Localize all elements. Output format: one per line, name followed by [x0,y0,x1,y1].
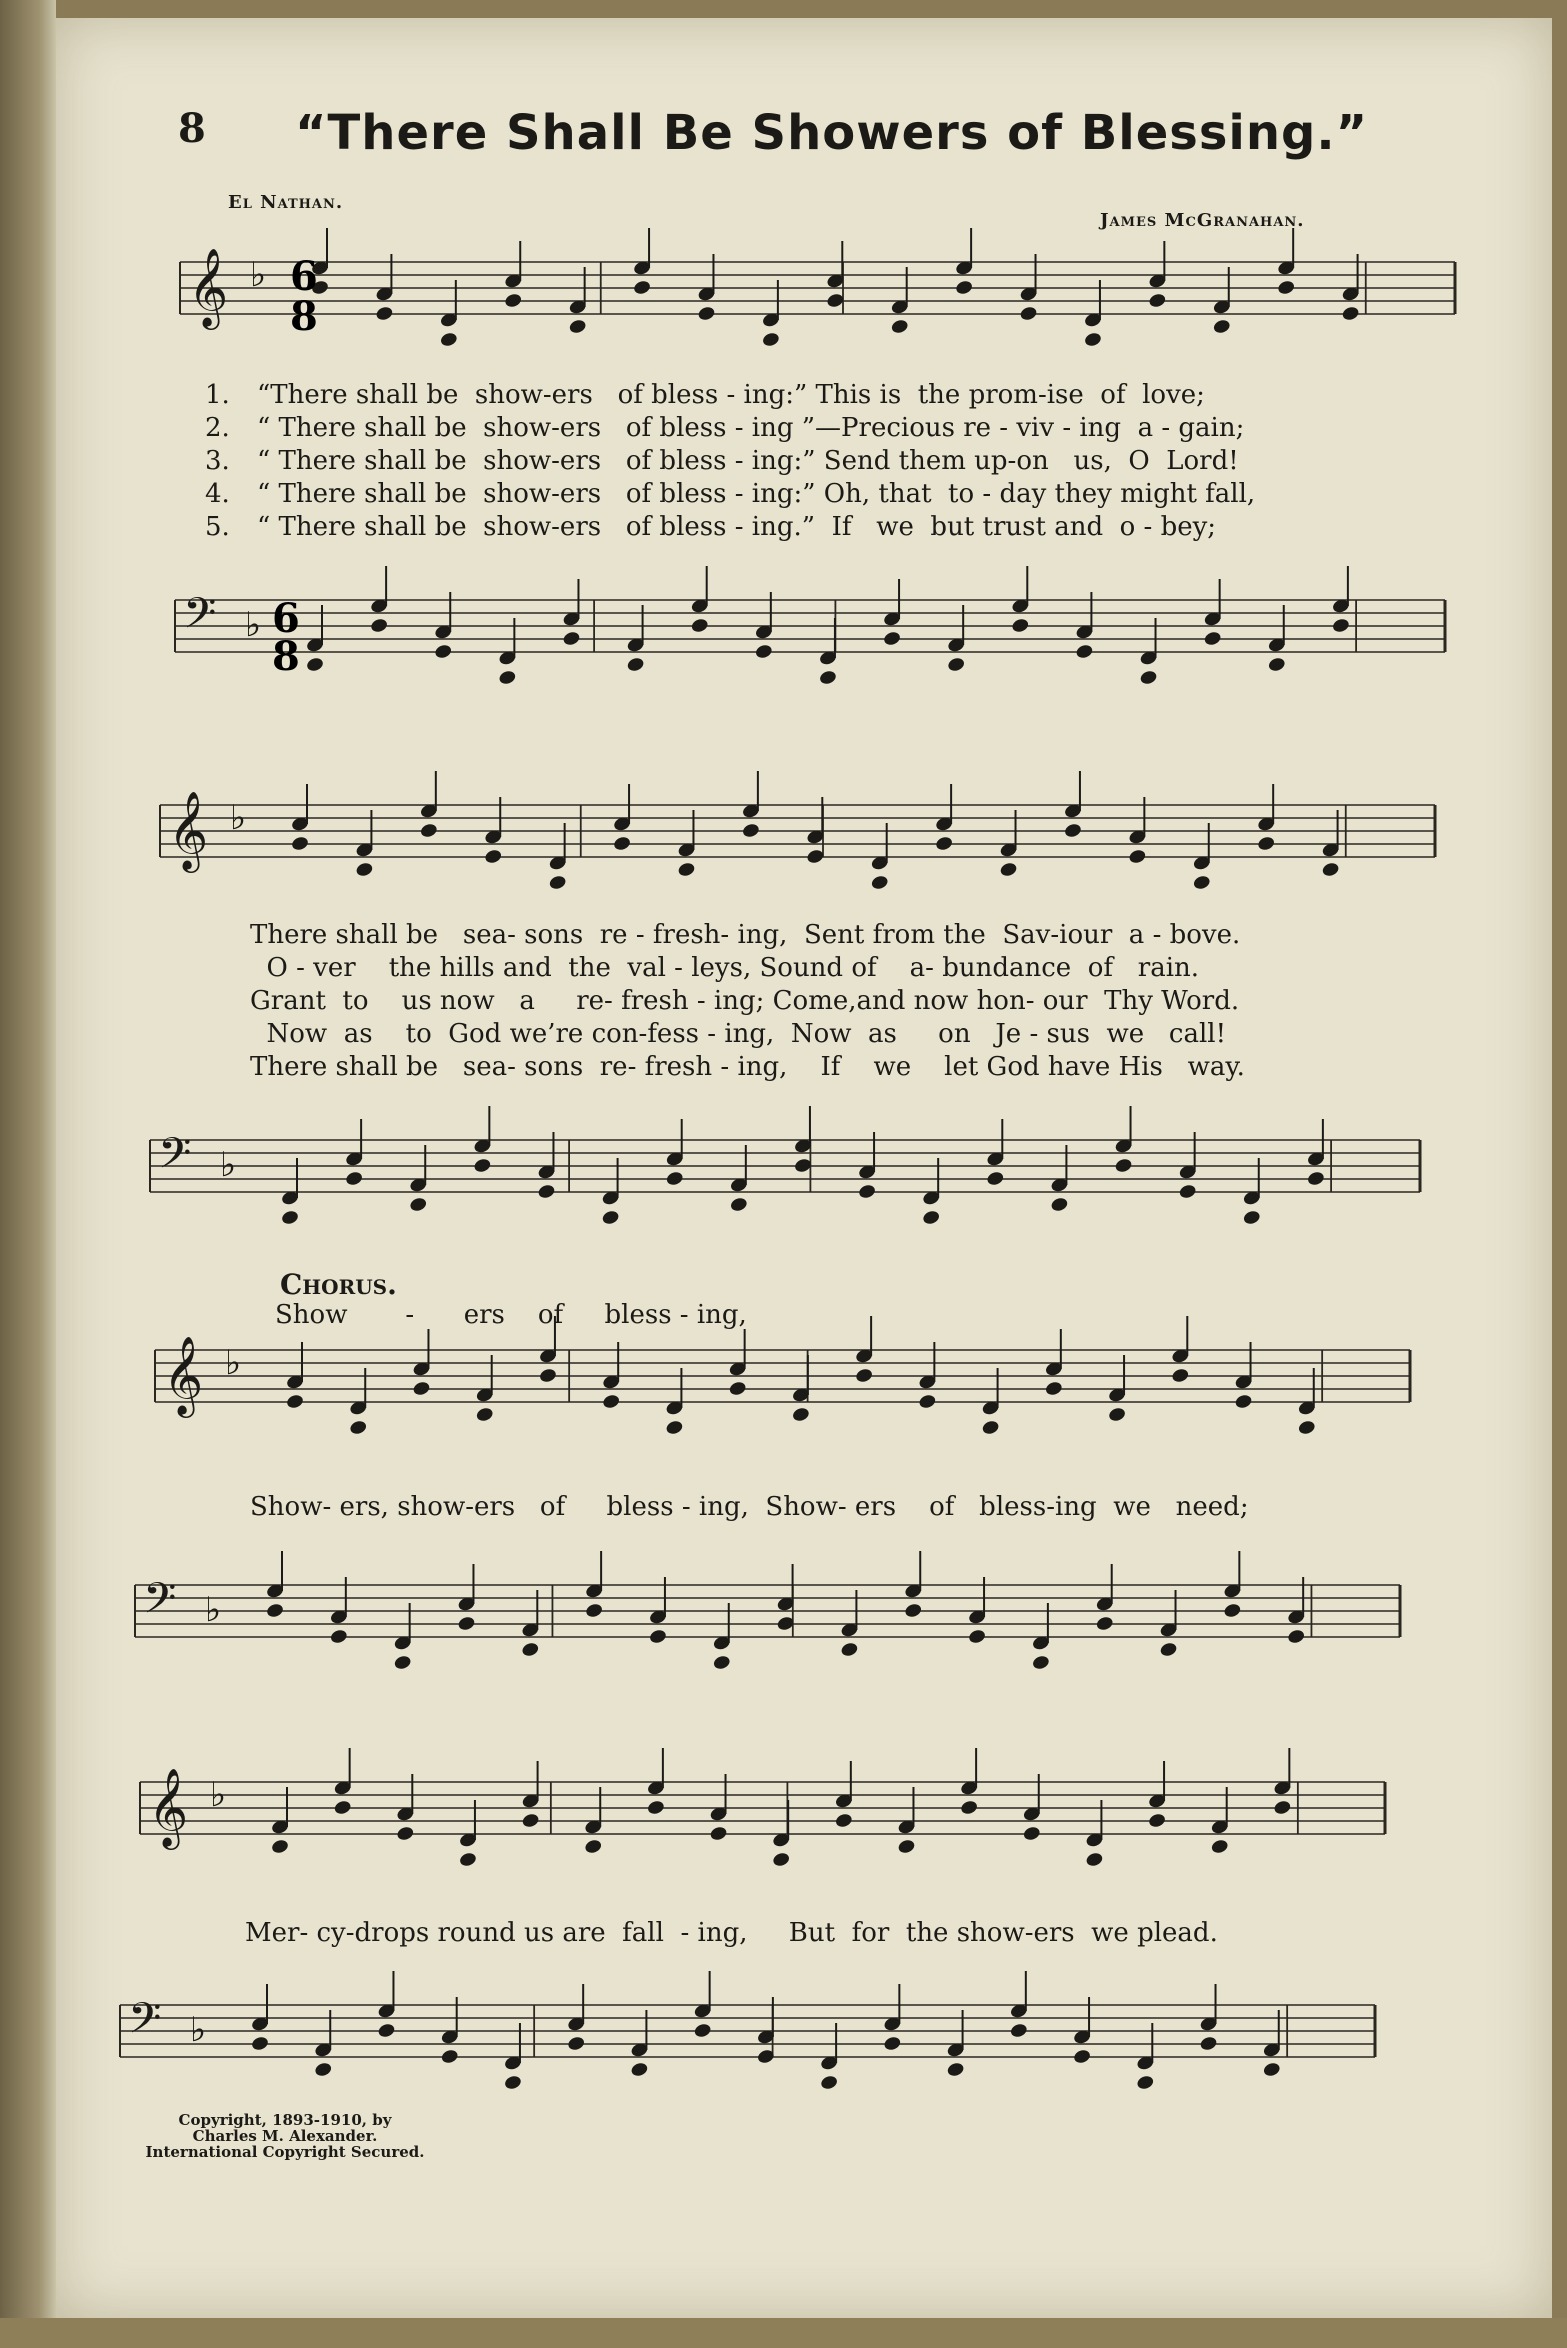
note-head [947,656,966,673]
note-head [1234,1393,1253,1410]
note-head [1063,822,1082,839]
note-head [818,669,837,686]
note-head [1223,1602,1242,1619]
note-head [1147,1812,1166,1829]
note-head [1212,318,1231,335]
copyright-notice [140,2112,430,2160]
note-head [772,1851,791,1868]
note-head [1050,1196,1069,1213]
note-head [355,861,374,878]
note-head [904,1602,923,1619]
treble-clef-icon: 𝄞 [188,248,229,327]
note-head [630,2061,649,2078]
note-head [434,643,453,660]
bass-clef-icon: 𝄢 [158,1129,192,1189]
flat-icon: ♭ [210,1775,227,1815]
verse-number: 3. [205,446,230,476]
verse-number: 1. [205,380,230,410]
bass-clef-icon: 𝄢 [143,1574,177,1634]
note-head [314,2061,333,2078]
note-head [882,630,901,647]
note-head [999,861,1018,878]
time-signature-bottom-treble: 8 [290,293,318,340]
verse-lyric: O - ver the hills and the val - leys, Sound of a- bundance of rain. [250,953,1200,983]
note-head [754,643,773,660]
note-head [440,2048,459,2065]
note-head [665,1419,684,1436]
flat-icon: ♭ [245,605,262,645]
note-head [265,1602,284,1619]
clef-symbols [128,248,266,2054]
flat-icon: ♭ [190,2010,207,2050]
note-head [1203,630,1222,647]
note-head [280,1209,299,1226]
note-head [285,1393,304,1410]
note-head [457,1615,476,1632]
note-head [475,1406,494,1423]
note-head [538,1367,557,1384]
note-head [1297,1419,1316,1436]
note-head [870,874,889,891]
verse-number: 4. [205,479,230,509]
note-head [1192,874,1211,891]
note-head [250,2035,269,2052]
copyright-line: International Copyright Secured. [145,2143,425,2161]
note-head [473,1157,492,1174]
verse-lyric: There shall be sea- sons re - fresh- ing, Sent from the Sav-iour a - bove. [250,920,1241,950]
note-head [890,318,909,335]
note-head [712,1654,731,1671]
note-head [1114,1157,1133,1174]
note-head [1107,1406,1126,1423]
note-head [537,1183,556,1200]
note-head [857,1183,876,1200]
note-head [648,1628,667,1645]
chorus-lyric-line-2: Mer- cy-drops round us are fall - ing, But for the show-ers we plead. [245,1918,1218,1948]
note-head [412,1380,431,1397]
note-head [601,1209,620,1226]
note-head [584,1838,603,1855]
note-head [967,1628,986,1645]
verse-lyric: Grant to us now a re- fresh - ing; Come,and now hon- our Thy Word. [250,986,1240,1016]
verse-lyric: “There shall be show-ers of bless - ing:” This is the prom-ise of love; [257,380,1205,410]
note-head [1031,1654,1050,1671]
note-head [697,305,716,322]
note-head [1083,331,1102,348]
note-head [393,1654,412,1671]
flat-icon: ♭ [220,1145,237,1185]
chorus-label: Chorus. [280,1268,397,1301]
note-head [665,1170,684,1187]
time-signature-top-treble: 6 [290,253,318,300]
note-head [1159,1641,1178,1658]
copyright-line: Charles M. Alexander. [192,2127,378,2145]
note-head [305,656,324,673]
note-head [548,874,567,891]
page-number: 8 [178,105,206,152]
note-head [855,1367,874,1384]
note-head [729,1196,748,1213]
verse-lyric: “ There shall be show-ers of bless - ing:” Send them up-on us, O Lord! [257,446,1239,476]
note-head [693,2022,712,2039]
note-head [270,1838,289,1855]
note-head [1341,305,1360,322]
note-head [585,1602,604,1619]
flat-icon: ♭ [225,1343,242,1383]
note-head [1242,1209,1261,1226]
note-head [1095,1615,1114,1632]
note-head [646,1799,665,1816]
note-head [626,656,645,673]
note-head [1321,861,1340,878]
note-head [349,1419,368,1436]
note-head [918,1393,937,1410]
verse-lyric: “ There shall be show-ers of bless - ing ”—Precious re - viv - ing a - gain; [257,413,1245,443]
verse-lyric: “ There shall be show-ers of bless - ing:” Oh, that to - day they might fall, [257,479,1256,509]
note-head [1009,2022,1028,2039]
note-head [826,292,845,309]
lyricist-credit: El Nathan. [228,192,344,213]
note-head [1262,2061,1281,2078]
note-head [521,1812,540,1829]
note-head [1148,292,1167,309]
note-head [419,822,438,839]
note-head [521,1641,540,1658]
note-head [1136,2074,1155,2091]
note-head [612,835,631,852]
verse-number: 5. [205,512,230,542]
note-head [1019,305,1038,322]
note-head [1277,279,1296,296]
note-head [791,1406,810,1423]
time-signature-top-bass: 6 [272,595,300,642]
note-head [946,2061,965,2078]
note-head [960,1799,979,1816]
note-head [1085,1851,1104,1868]
note-head [1072,2048,1091,2065]
note-head [567,2035,586,2052]
note-head [439,331,458,348]
note-head [503,2074,522,2091]
note-head [820,2074,839,2091]
note-head [1267,656,1286,673]
note-head [840,1641,859,1658]
chorus-upper-lyric: Show - ers of bless - ing, [275,1300,747,1330]
note-head [935,835,954,852]
note-head [562,630,581,647]
note-head [375,305,394,322]
note-head [677,861,696,878]
note-head [955,279,974,296]
flat-icon: ♭ [230,798,247,838]
time-signature-bottom-bass: 8 [272,633,300,680]
note-head [806,848,825,865]
note-head [741,822,760,839]
composer-credit: James McGranahan. [1100,210,1305,231]
note-head [761,331,780,348]
note-head [1273,1799,1292,1816]
note-head [1044,1380,1063,1397]
note-head [484,848,503,865]
note-head [728,1380,747,1397]
bass-clef-icon: 𝄢 [128,1994,162,2054]
flat-icon: ♭ [250,255,267,295]
verse-number: 2. [205,413,230,443]
treble-clef-icon: 𝄞 [168,791,209,870]
note-head [1178,1183,1197,1200]
verse-lyric: Now as to God we’re con-fess - ing, Now as on Je - sus we call! [250,1019,1227,1049]
note-head [370,617,389,634]
note-head [498,669,517,686]
note-head [409,1196,428,1213]
note-head [1139,669,1158,686]
flat-icon: ♭ [205,1590,222,1630]
note-head [897,1838,916,1855]
note-head [377,2022,396,2039]
note-head [568,318,587,335]
note-head [396,1825,415,1842]
note-head [504,292,523,309]
note-head [1306,1170,1325,1187]
treble-clef-icon: 𝄞 [148,1768,189,1847]
copyright-line: Copyright, 1893-1910, by [178,2111,392,2129]
note-head [709,1825,728,1842]
verse-lyric: “ There shall be show-ers of bless - ing.” If we but trust and o - bey; [257,512,1217,542]
note-head [1199,2035,1218,2052]
note-head [1210,1838,1229,1855]
note-head [1331,617,1350,634]
note-head [981,1419,1000,1436]
bass-clef-icon: 𝄢 [183,589,217,649]
note-head [690,617,709,634]
note-head [986,1170,1005,1187]
note-head [458,1851,477,1868]
note-head [329,1628,348,1645]
note-head [632,279,651,296]
note-head [602,1393,621,1410]
note-head [1287,1628,1306,1645]
note-head [834,1812,853,1829]
note-head [1022,1825,1041,1842]
treble-clef-icon: 𝄞 [163,1336,204,1415]
note-head [883,2035,902,2052]
chorus-lyric-line-1: Show- ers, show-ers of bless - ing, Show- ers of bless-ing we need; [250,1492,1249,1522]
note-head [1011,617,1030,634]
note-head [1075,643,1094,660]
note-head [1128,848,1147,865]
note-head [1171,1367,1190,1384]
note-head [290,835,309,852]
note-head [333,1799,352,1816]
verse-lyric: There shall be sea- sons re- fresh - ing, If we let God have His way. [250,1052,1245,1082]
note-head [922,1209,941,1226]
hymn-title: “There Shall Be Showers of Blessing.” [295,105,1369,161]
note-head [1257,835,1276,852]
note-head [345,1170,364,1187]
